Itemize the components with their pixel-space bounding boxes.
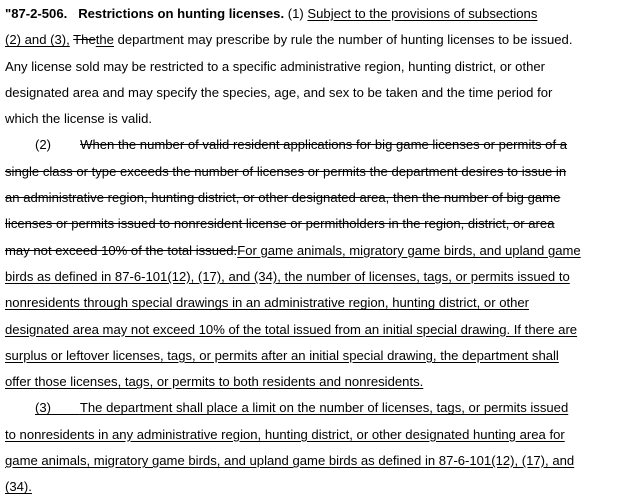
statute-line-14 bbox=[5, 343, 620, 369]
inserted-text: surplus or leftover licenses, tags, or permits after an initial special drawing, the department shall bbox=[5, 347, 559, 363]
statute-line-8 bbox=[5, 185, 620, 211]
statute-line-18 bbox=[5, 448, 620, 474]
statute-line-17 bbox=[5, 422, 620, 448]
statute-text: Any license sold may be restricted to a specific administrative region, hunting district, or other bbox=[5, 58, 546, 74]
deleted-text: licenses or permits issued to nonresident license or permitholders in the region, district, or area bbox=[5, 216, 555, 232]
statute-text: which the license is valid. bbox=[5, 111, 153, 127]
statute-text: department may prescribe by rule the number of hunting licenses to be issued. bbox=[117, 32, 573, 48]
inserted-text: (34). bbox=[5, 479, 32, 495]
statute-line-2 bbox=[5, 27, 620, 53]
statute-text: designated area and may specify the species, age, and sex to be taken and the time period for bbox=[5, 84, 553, 100]
inserted-text: birds as defined in 87-6-101(12), (17), and (34), the number of licenses, tags, or permits issued to bbox=[5, 268, 570, 284]
statute-line-7 bbox=[5, 159, 620, 185]
inserted-text: nonresidents through special drawings in an administrative region, hunting district, or other bbox=[5, 295, 530, 311]
inserted-text: designated area may not exceed 10% of the total issued from an initial special drawing. If there are bbox=[5, 321, 578, 337]
statute-line-10 bbox=[5, 238, 620, 264]
deleted-text: When the number of valid resident applications for big game licenses or permits of a bbox=[80, 137, 568, 153]
inserted-text: game animals, migratory game birds, and upland game birds as defined in 87-6-101(12), (17), and bbox=[5, 453, 575, 469]
statute-line-12 bbox=[5, 290, 620, 316]
inserted-text: The department shall place a limit on the number of licenses, tags, or permits issued bbox=[79, 400, 569, 416]
subsection-3-marker: (3) bbox=[35, 400, 52, 416]
statute-line-3 bbox=[5, 54, 620, 80]
deleted-text: The bbox=[73, 32, 96, 48]
inserted-text: offer those licenses, tags, or permits to both residents and nonresidents. bbox=[5, 374, 424, 390]
section-heading: Restrictions on hunting licenses. bbox=[78, 6, 285, 21]
section-number: "87-2-506. bbox=[5, 6, 68, 21]
inserted-text: (2) and (3), bbox=[5, 32, 70, 48]
statute-line-1 bbox=[5, 1, 620, 27]
inserted-text: the bbox=[95, 32, 114, 48]
statute-line-6 bbox=[5, 132, 620, 158]
inserted-text: Subject to the provisions of subsections bbox=[307, 6, 538, 21]
statute-line-13 bbox=[5, 317, 620, 343]
statute-line-9 bbox=[5, 211, 620, 237]
deleted-text: single class or type exceeds the number of licenses or permits the department desires to issue in bbox=[5, 163, 567, 179]
subsection-1-marker: (1) bbox=[287, 6, 304, 21]
statute-line-11 bbox=[5, 264, 620, 290]
statute-line-16 bbox=[5, 395, 620, 421]
statute-line-19 bbox=[5, 474, 620, 500]
statute-line-15 bbox=[5, 369, 620, 395]
inserted-text: For game animals, migratory game birds, and upland game bbox=[237, 242, 581, 258]
deleted-text: may not exceed 10% of the total issued. bbox=[5, 242, 238, 258]
statute-line-4 bbox=[5, 80, 620, 106]
deleted-text: an administrative region, hunting district, or other designated area, then the number of big game bbox=[5, 190, 561, 206]
subsection-2-marker: (2) bbox=[35, 137, 52, 153]
inserted-text: to nonresidents in any administrative region, hunting district, or other designated hunting area for bbox=[5, 426, 565, 442]
statute-line-5 bbox=[5, 106, 620, 132]
